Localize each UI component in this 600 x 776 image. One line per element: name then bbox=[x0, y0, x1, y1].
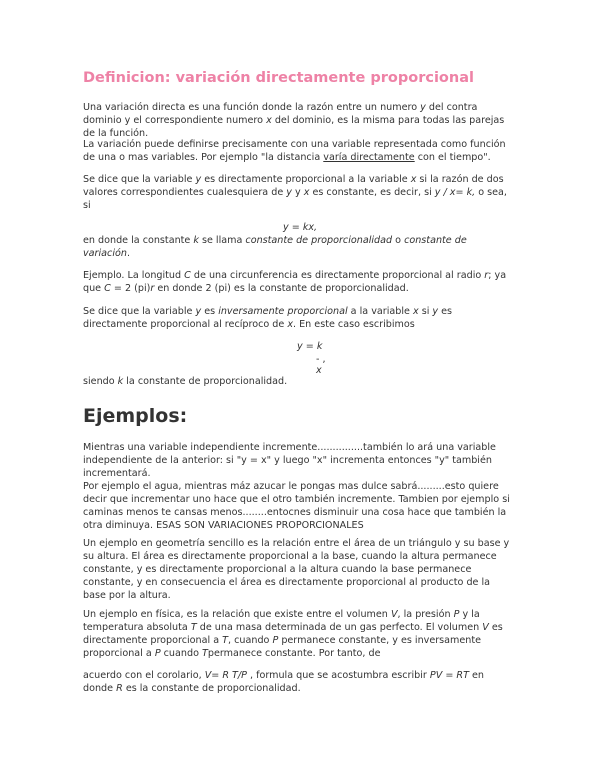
physics-example: Un ejemplo en física, es la relación que existe entre el volumen V, la presión P y la temperatura absoluta T de una masa determinada de un gas perfecto. El volumen V es directamente proporcional a T, cuando P permanece constante, y es inversamente proporcional a P cuando Tpermanece constante. Por tanto, de bbox=[83, 609, 503, 659]
inverse-formula-mid: - , bbox=[316, 354, 326, 365]
inverse-formula-top: y = k bbox=[297, 341, 323, 352]
examples-heading: Ejemplos: bbox=[83, 405, 188, 427]
circumference-example: Ejemplo. La longitud C de una circunferencia es directamente proporcional al radio r; ya que C = 2 (pi)r en donde 2 (pi) es la constante de proporcionalidad. bbox=[83, 270, 507, 294]
corollary-paragraph: acuerdo con el corolario, V= R T/P , formula que se acostumbra escribir PV = RT en donde R es la constante de proporcionalidad. bbox=[83, 670, 484, 694]
inverse-variation-paragraph: Se dice que la variable y es inversamente proporcional a la variable x si y es directamente proporcional al recíproco de x. En este caso escribimos bbox=[83, 306, 453, 330]
examples-paragraph-1: Mientras una variable independiente incremente...............también lo ará una variable independiente de la anterior: si "y = x" y luego "x" incrementa entonces "y" también incrementará. bbox=[83, 442, 496, 479]
constant-definition: en donde la constante k se llama constante de proporcionalidad o constante de variación. bbox=[83, 235, 467, 259]
examples-paragraph-2: Por ejemplo el agua, mientras máz azucar le pongas mas dulce sabrá.........esto quiere decir que incrementar uno hace que el otro también incremente. Tambien por ejemplo si caminas menos te cansas menos........entocnes disminuir una cosa hace que también la otra diminuya. ESAS SON VARIACIONES PROPORCIONALES bbox=[83, 481, 510, 531]
direct-variation-paragraph: Se dice que la variable y es directamente proporcional a la variable x si la razón de dos valores correspondientes cualesquiera de y y x es constante, es decir, si y / x= k, o sea, si bbox=[83, 174, 507, 211]
inverse-formula-bottom: x bbox=[316, 365, 322, 376]
definition-paragraph-2: La variación puede definirse precisamente con una variable representada como función de una o mas variables. Por ejemplo "la distancia varía directamente con el tiempo". bbox=[83, 139, 506, 163]
geometry-example: Un ejemplo en geometría sencillo es la relación entre el área de un triángulo y su base y su altura. El área es directamente proporcional a la base, cuando la altura permanece constante, y es directamente proporcional a la altura cuando la base permanece constante, y en consecuencia el área es directamente proporcional al producto de la base por la altura. bbox=[83, 538, 510, 601]
page-title: Definicion: variación directamente proporcional bbox=[83, 70, 474, 86]
inverse-constant-line: siendo k la constante de proporcionalidad. bbox=[83, 376, 288, 387]
direct-formula: y = kx, bbox=[283, 222, 318, 233]
definition-paragraph-1: Una variación directa es una función donde la razón entre un numero y del contra dominio y el correspondiente numero x del dominio, es la misma para todas las parejas de la función. bbox=[83, 102, 505, 139]
